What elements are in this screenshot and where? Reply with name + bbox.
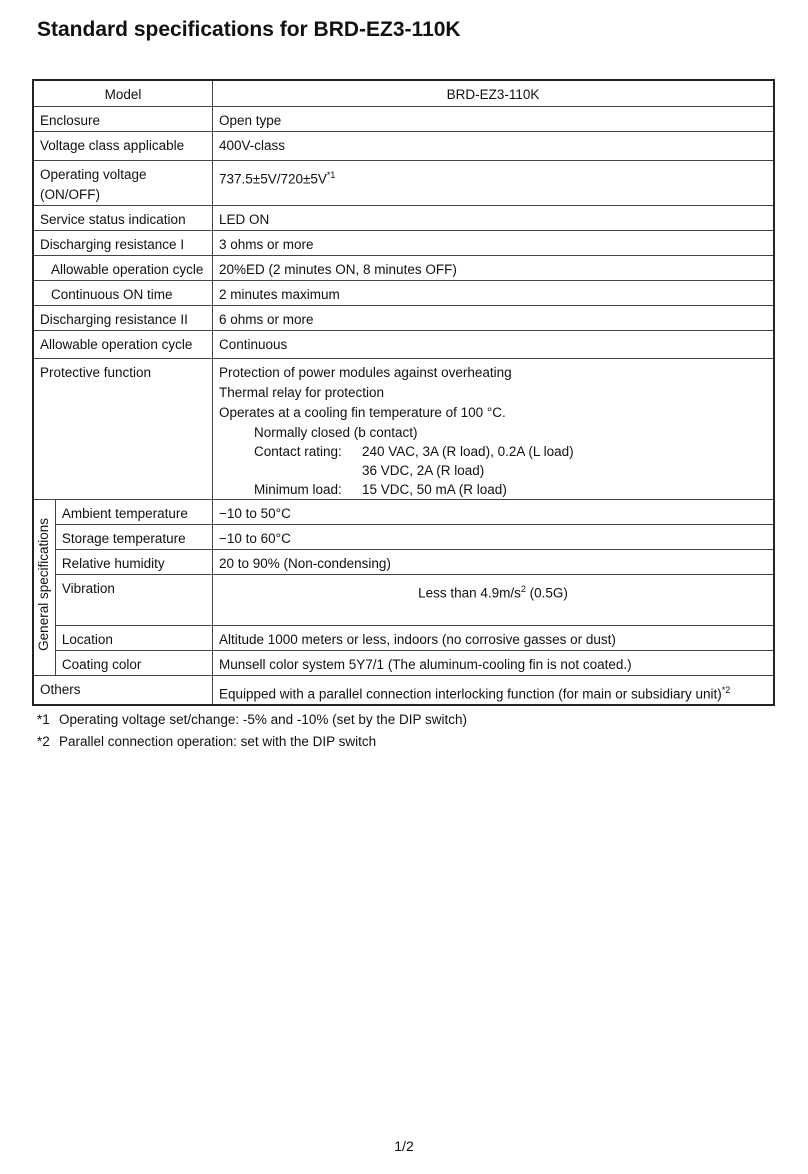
- operating-voltage-label-line2: (ON/OFF): [40, 186, 100, 202]
- enclosure-label: Enclosure: [33, 106, 213, 131]
- operating-voltage-value: 737.5±5V/720±5V: [219, 171, 327, 186]
- continuous-on-label: Continuous ON time: [33, 280, 213, 305]
- table-row: [33, 80, 774, 106]
- continuous-on-value: 2 minutes maximum: [213, 280, 775, 305]
- model-label: Model: [33, 80, 213, 106]
- table-row: [33, 524, 774, 549]
- protective-value: [213, 358, 775, 499]
- others-footnote-ref: *2: [721, 684, 731, 695]
- voltage-class-label: Voltage class applicable: [33, 131, 213, 160]
- allowable-cycle2-label: Allowable operation cycle: [33, 330, 213, 358]
- table-row: [33, 255, 774, 280]
- vibration-value: Less than 4.9m/s: [418, 585, 521, 600]
- others-label: Others: [33, 675, 213, 705]
- contact-rating-value1: 240 VAC, 3A (R load), 0.2A (L load): [362, 443, 574, 459]
- coating-value: Munsell color system 5Y7/1 (The aluminum-cooling fin is not coated.): [213, 650, 775, 675]
- table-row: [33, 625, 774, 650]
- vibration-suffix: (0.5G): [525, 585, 568, 600]
- footnote-2: [37, 731, 467, 753]
- coating-label: Coating color: [55, 650, 212, 675]
- footnotes: [37, 709, 467, 753]
- page-title: Standard specifications for BRD-EZ3-110K: [37, 18, 461, 41]
- table-row: [33, 358, 774, 499]
- general-spec-group: [33, 499, 55, 675]
- operating-voltage-label: [33, 160, 213, 205]
- page-number: 1/2: [394, 1138, 414, 1154]
- minimum-load-label: Minimum load:: [254, 481, 342, 497]
- discharge1-value: 3 ohms or more: [213, 230, 775, 255]
- minimum-load-value: 15 VDC, 50 mA (R load): [362, 481, 507, 497]
- ambient-label: Ambient temperature: [55, 499, 212, 524]
- footnote-mark: *2: [37, 734, 50, 749]
- protective-label: Protective function: [33, 358, 213, 499]
- contact-rating-value2: 36 VDC, 2A (R load): [362, 462, 485, 478]
- protective-line4: Normally closed (b contact): [254, 424, 418, 440]
- enclosure-value: Open type: [213, 106, 775, 131]
- humidity-value: 20 to 90% (Non-condensing): [213, 549, 775, 574]
- voltage-class-value: 400V-class: [213, 131, 775, 160]
- others-cell: [213, 675, 775, 705]
- table-row: [33, 131, 774, 160]
- ambient-value: −10 to 50°C: [213, 499, 775, 524]
- vibration-exponent: 2: [520, 583, 526, 594]
- protective-line2: Thermal relay for protection: [219, 384, 385, 400]
- contact-rating-label: Contact rating:: [254, 443, 342, 459]
- table-row: [33, 205, 774, 230]
- discharge2-value: 6 ohms or more: [213, 305, 775, 330]
- discharge2-label: Discharging resistance II: [33, 305, 213, 330]
- others-value: Equipped with a parallel connection interlocking function (for main or subsidiary unit): [219, 686, 722, 701]
- vibration-cell: [213, 574, 775, 625]
- protective-line1: Protection of power modules against overheating: [219, 364, 512, 380]
- footnote-text: Operating voltage set/change: -5% and -10% (set by the DIP switch): [59, 712, 467, 727]
- storage-label: Storage temperature: [55, 524, 212, 549]
- table-row: [33, 280, 774, 305]
- service-status-label: Service status indication: [33, 205, 213, 230]
- table-row: [33, 106, 774, 131]
- protective-line3: Operates at a cooling fin temperature of 100 °C.: [219, 404, 506, 420]
- humidity-label: Relative humidity: [55, 549, 212, 574]
- vibration-label: Vibration: [55, 574, 212, 625]
- table-row: [33, 574, 774, 625]
- operating-voltage-footnote-ref: *1: [326, 169, 336, 180]
- table-row: [33, 230, 774, 255]
- footnote-1: [37, 709, 467, 731]
- service-status-value: LED ON: [213, 205, 775, 230]
- table-row: [33, 549, 774, 574]
- table-row: [33, 675, 774, 705]
- operating-voltage-cell: [213, 160, 775, 205]
- location-label: Location: [55, 625, 212, 650]
- general-spec-label: General specifications: [36, 517, 52, 651]
- contact-rating-grid: [219, 442, 767, 499]
- table-row: [33, 650, 774, 675]
- table-row: [33, 330, 774, 358]
- allowable-cycle1-label: Allowable operation cycle: [33, 255, 213, 280]
- storage-value: −10 to 60°C: [213, 524, 775, 549]
- table-row: [33, 305, 774, 330]
- allowable-cycle2-value: Continuous: [213, 330, 775, 358]
- table-row: [33, 160, 774, 205]
- table-row: [33, 499, 774, 524]
- discharge1-label: Discharging resistance I: [33, 230, 213, 255]
- footnote-mark: *1: [37, 712, 50, 727]
- model-value: BRD-EZ3-110K: [213, 80, 775, 106]
- footnote-text: Parallel connection operation: set with the DIP switch: [59, 734, 377, 749]
- allowable-cycle1-value: 20%ED (2 minutes ON, 8 minutes OFF): [213, 255, 775, 280]
- location-value: Altitude 1000 meters or less, indoors (no corrosive gasses or dust): [213, 625, 775, 650]
- spec-table: [32, 79, 775, 706]
- operating-voltage-label-line1: Operating voltage: [40, 166, 147, 182]
